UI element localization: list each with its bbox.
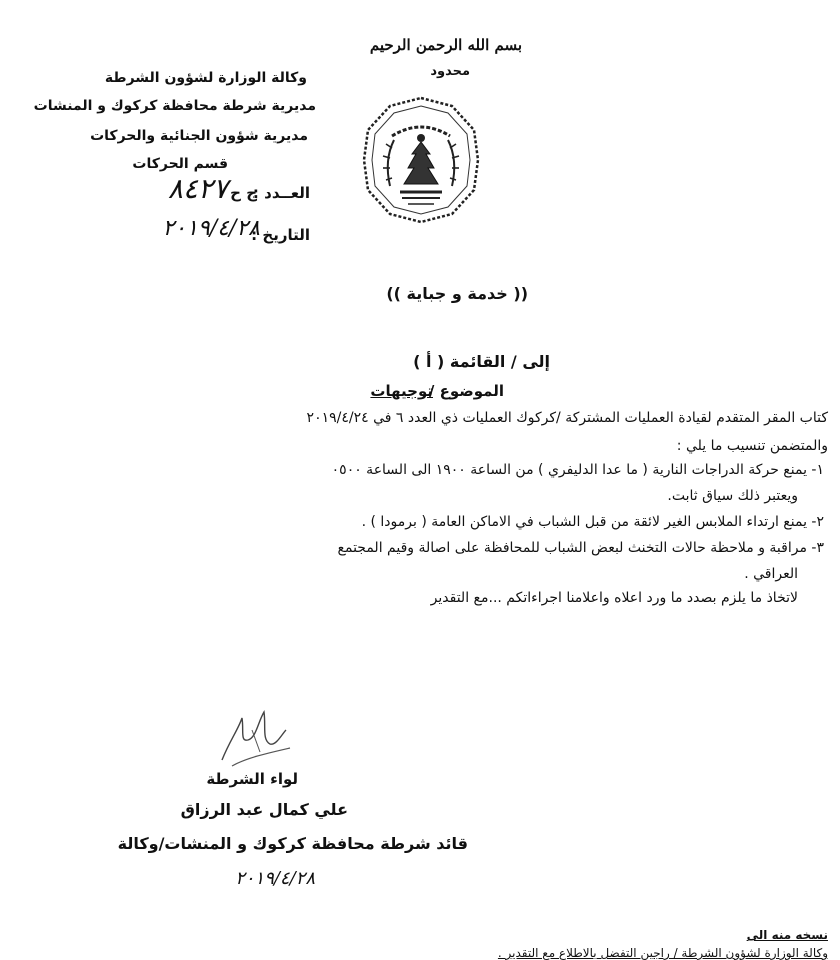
body-line-3: ١- يمنع حركة الدراجات النارية ( ما عدا الدليفري ) من الساعة ١٩٠٠ الى الساعة ٠٥٠٠ [331,462,824,478]
department-line-2: مديرية شرطة محافظة كركوك و المنشات [33,98,316,114]
subject-label: الموضوع / [428,382,504,400]
body-line-6: ٣- مراقبة و ملاحظة حالات التخنث لبعض الشباب للمحافظة على اصالة وقيم المجتمع [337,540,824,556]
handwritten-signature-icon [212,700,302,780]
signature-date: ٢٠١٩/٤/٢٨ [235,868,315,889]
document-number: ٨٤٢٧ [167,172,228,205]
police-emblem-icon [362,96,480,224]
number-prefix: ج ح [230,184,257,202]
date-label: التاريخ : [251,226,310,244]
signatory-name: علي كمال عبد الرزاق [180,800,348,819]
classification-label: محدود [430,64,470,79]
signatory-title: قائد شرطة محافظة كركوك و المنشات/وكالة [117,834,468,853]
number-label: العــدد : [252,184,310,202]
body-line-5: ٢- يمنع ارتداء الملابس الغير لائقة من قبل الشباب في الاماكن العامة ( برمودا ) . [361,514,824,530]
document-date: ٢٠١٩/٤/٢٨ [162,216,260,241]
body-line-2: والمتضمن تنسيب ما يلي : [676,438,828,454]
department-line-1: وكالة الوزارة لشؤون الشرطة [104,70,307,86]
department-line-4: قسم الحركات [132,156,228,172]
body-line-8: لاتخاذ ما يلزم بصدد ما ورد اعلاه واعلامنا اجراءاتكم ...مع التقدير [430,590,798,606]
basmala: بسم الله الرحمن الرحيم [369,36,522,54]
recipient: إلى / القائمة ( أ ) [413,352,550,371]
body-line-4: ويعتبر ذلك سياق ثابت. [667,488,798,504]
body-line-1: كتاب المقر المتقدم لقيادة العمليات المشتركة /كركوك العمليات ذي العدد ٦ في ٢٠١٩/٤/٢٤ [306,410,828,426]
copy-recipient-1: وكالة الوزارة لشؤون الشرطة / راجين التفضل بالاطلاع مع التقدير . [497,946,828,960]
motto: (( خدمة و جباية )) [386,284,528,303]
body-line-7: العراقي . [744,566,798,582]
department-line-3: مديرية شؤون الجنائية والحركات [90,128,308,144]
signatory-rank: لواء الشرطة [206,770,298,788]
copies-label: نسخه منه الى [746,928,828,942]
subject-value: توجيهات [370,382,433,400]
